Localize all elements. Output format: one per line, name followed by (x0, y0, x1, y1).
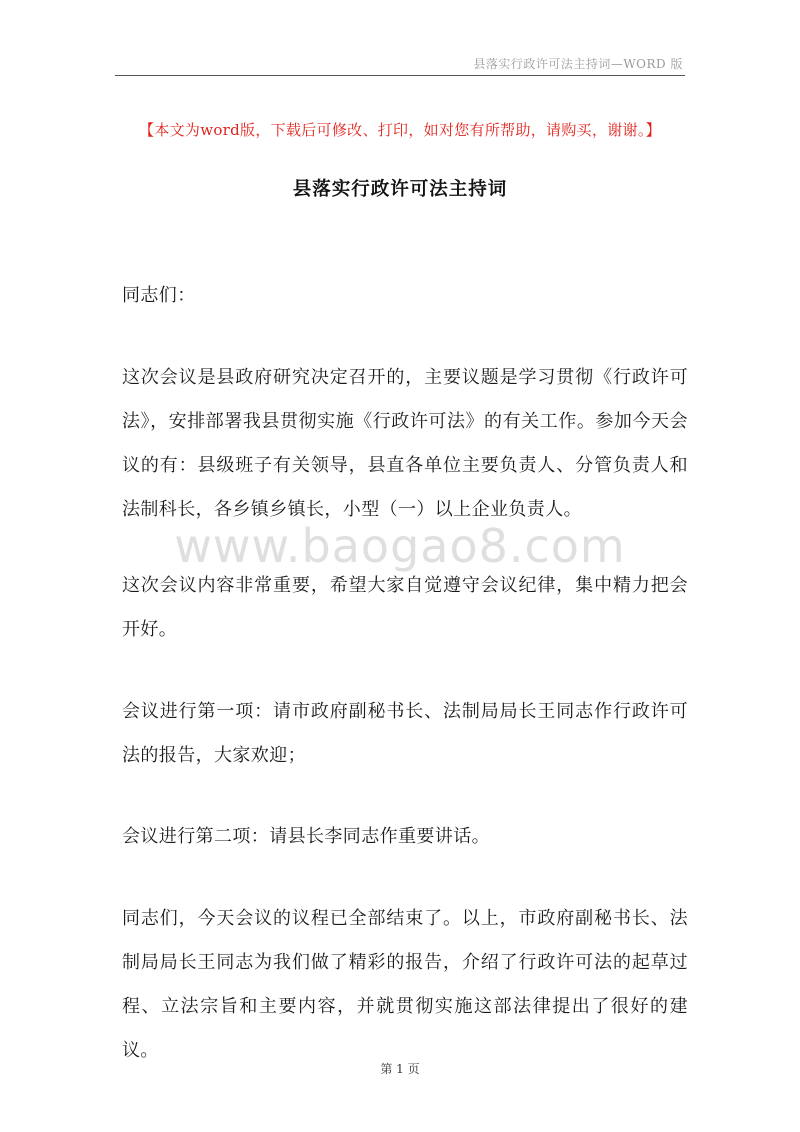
running-header-title: 县落实行政许可法主持词—WORD 版 (473, 57, 683, 71)
paragraph-agenda-item-1: 会议进行第一项：请市政府副秘书长、法制局局长王同志作行政许可法的报告，大家欢迎； (122, 701, 688, 766)
paragraph-discipline: 这次会议内容非常重要，希望大家自觉遵守会议纪律，集中精力把会开好。 (122, 575, 688, 640)
document-title: 县落实行政许可法主持词 (292, 179, 508, 200)
paragraph-intro: 这次会议是县政府研究决定召开的，主要议题是学习贯彻《行政许可法》，安排部署我县贯彻实施《行政许可法》的有关工作。参加今天会议的有：县级班子有关领导，县直各单位主要负责人、分管负责人和法制科长，各乡镇乡镇长，小型（一）以上企业负责人。 (122, 367, 688, 520)
paragraph-agenda-item-2: 会议进行第二项：请县长李同志作重要讲话。 (122, 826, 490, 847)
paragraph-greeting: 同志们： (122, 285, 196, 306)
watermark: www.baogao8.com (174, 519, 626, 573)
paragraph-closing: 同志们，今天会议的议程已全部结束了。以上，市政府副秘书长、法制局局长王同志为我们做了精彩的报告，介绍了行政许可法的起草过程、立法宗旨和主要内容，并就贯彻实施这部法律提出了很好的建议。 (122, 908, 688, 1061)
purchase-notice: 【本文为word版，下载后可修改、打印，如对您有所帮助，请购买，谢谢。】 (139, 121, 661, 139)
page-number: 第 1 页 (380, 1062, 420, 1076)
header-divider (115, 75, 685, 76)
